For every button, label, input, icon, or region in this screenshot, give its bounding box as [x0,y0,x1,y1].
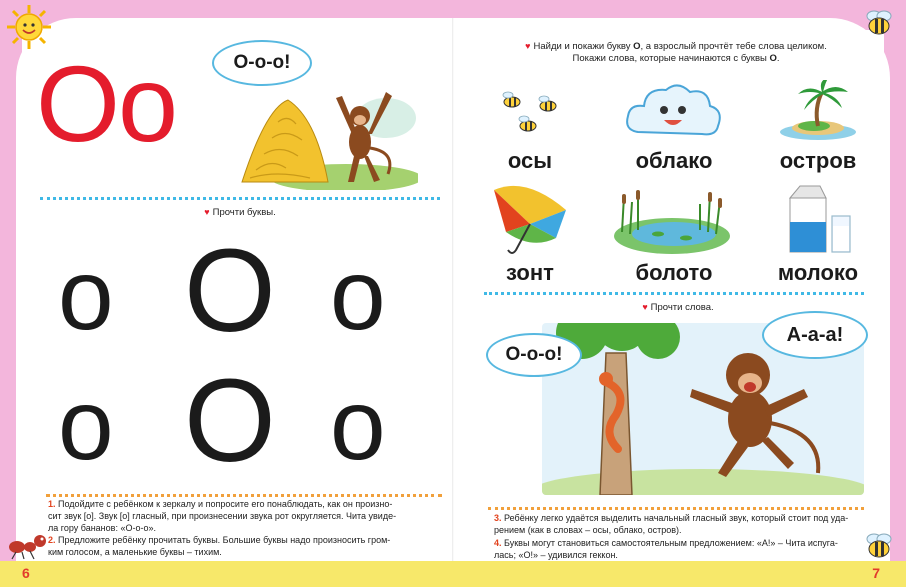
instruction-text: Прочти слова. [650,302,714,313]
note-number: 1. [48,499,56,509]
small-letter-o: о [330,239,386,351]
parent-note-1 [48,498,448,534]
word-label: облако [635,148,713,173]
page-frame-bottom [0,561,906,587]
note-number: 4. [494,538,502,548]
parent-note-3 [494,512,874,536]
page-number-left: 6 [22,565,30,581]
instruction-letter: О [769,53,777,64]
big-letter-o: О [184,225,276,357]
heart-icon: ♥ [525,41,531,51]
note-text: ким голосом, а маленькие буквы – тихим. [48,547,222,557]
note-text: лась; «О!» – удивился геккон. [494,550,618,560]
wasps-picture [494,86,566,142]
speech-bubble-gecko: О-о-о! [486,333,582,377]
find-letter-instruction [486,40,866,65]
notes-divider [488,507,864,510]
bee-icon [862,8,896,38]
section-divider [40,197,440,200]
note-number: 3. [494,513,502,523]
note-text: Ребёнку легко удаётся выделить начальный гласный звук, который стоит под уда- [504,513,849,523]
word-label: осы [507,148,553,173]
big-letter-o: О [184,355,276,487]
note-text: рением (как в словах – осы, облако, остров). [494,525,682,535]
note-text: сит звук [о]. Звук [о] гласный, при произнесении звука рот округляется. Чита увиде- [48,511,397,521]
heart-icon: ♥ [642,302,648,312]
small-letter-o: о [58,239,114,351]
instruction-text: Покажи слова, которые начинаются с буквы [572,53,770,64]
page-title-letters: Оо [36,43,177,164]
note-text: ла гору бананов: «О-о-о». [48,523,156,533]
instruction-letter: О [633,41,641,52]
island-picture [778,80,860,142]
speech-bubble-monkey: А-а-а! [762,311,868,359]
swamp-picture [612,182,732,256]
ant-icon [4,527,48,561]
parent-note-2 [48,534,448,558]
read-letters-instruction [150,207,330,218]
word-label: молоко [777,260,859,285]
cloud-picture [624,80,724,142]
small-letter-o: о [330,369,386,481]
note-number: 2. [48,535,56,545]
speech-bubble: О-о-о! [212,40,312,86]
milk-picture [780,182,856,256]
note-text: Предложите ребёнку прочитать буквы. Большие буквы надо произносить гром- [58,535,391,545]
umbrella-picture [486,180,572,258]
word-label: остров [779,148,857,173]
book-gutter [452,18,454,561]
read-words-instruction [588,302,768,313]
notes-divider [46,494,442,497]
monkey-bananas-illustration [236,78,418,190]
instruction-text: Прочти буквы. [212,207,276,218]
instruction-text: , а взрослый прочтёт тебе слова целиком. [640,41,827,52]
parent-note-4 [494,537,874,561]
instruction-text: Найди и покажи букву [533,41,634,52]
heart-icon: ♥ [204,207,210,217]
page-number-right: 7 [872,565,880,581]
word-label: болото [635,260,713,285]
instruction-text: . [776,53,780,64]
note-text: Буквы могут становиться самостоятельным предложением: «А!» – Чита испуга- [504,538,838,548]
small-letter-o: о [58,369,114,481]
section-divider [484,292,864,295]
note-text: Подойдите с ребёнком к зеркалу и попросите его понаблюдать, как он произно- [58,499,393,509]
word-label: зонт [506,260,554,285]
